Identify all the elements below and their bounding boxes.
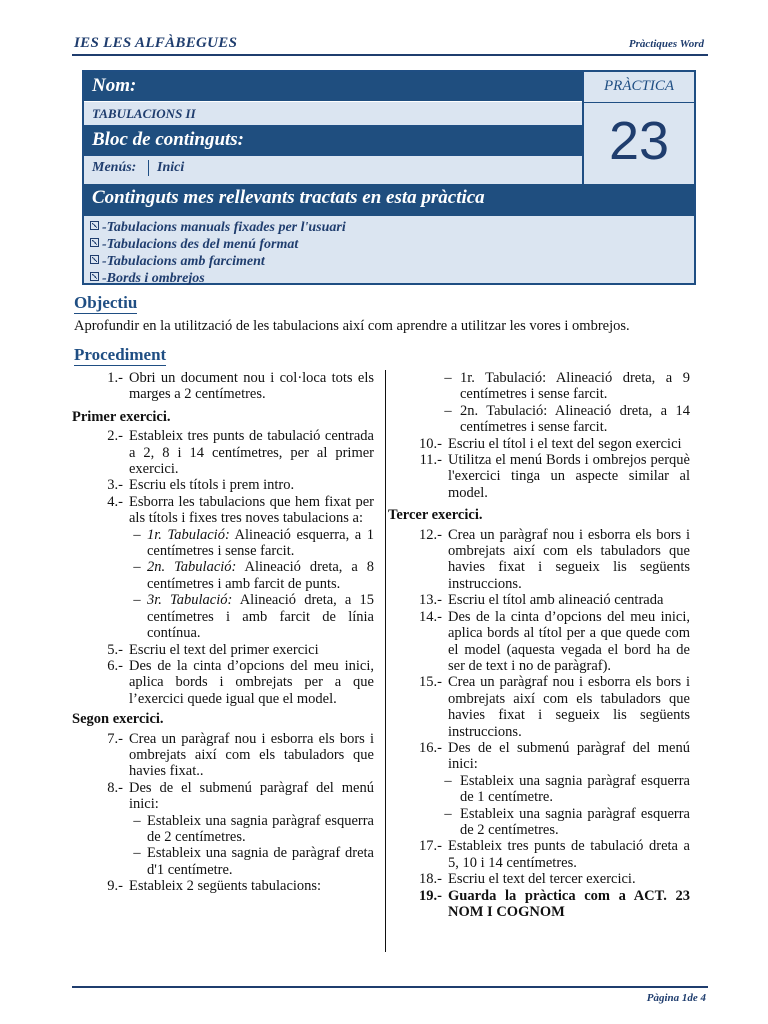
step-18: 18.- Escriu el text del tercer exercici. [419,871,636,888]
practice-number-panel [582,72,694,184]
practice-subtitle: TABULACIONS II [84,102,584,126]
step-4-tab-1: – 1r. Tabulació: Alineació esquerra, a 1 centímetres i sense farcit. [133,526,375,560]
step-1: 1.- Obri un document nou i col·loca tots els marges a 2 centímetres. [107,370,374,403]
step-12: 12.- Crea un paràgraf nou i esborra els bors i ombrejats així com els tabuladors que havies fixat i segueix lis següents instruccions. [419,526,690,592]
contents-title: Continguts mes rellevants tractats en esta pràctica [84,184,694,216]
procedure-left-column [74,370,374,895]
checkbox-icon [90,272,99,281]
exercise-2-heading: Segon exercici. [72,711,164,728]
checkbox-icon [90,221,99,230]
practice-info-box [82,70,696,285]
step-8: 8.- Des de el submenú paràgraf del menú inici: [107,779,374,813]
objective-text: Aprofundir en la utilització de les tabulacions així com aprendre a utilitzar les vores i ombrejos. [74,318,630,334]
content-block-label: Bloc de continguts: [84,126,584,155]
course-name: Pràctiques Word [628,38,704,50]
step-9: 9.- Estableix 2 següents tabulacions: [107,878,322,895]
procedure-heading: Procediment [74,345,167,364]
step-11: 11.- Utilitza el menú Bords i ombrejos perquè l'exercici tinga un aspecte similar al model. [419,452,690,501]
objective-heading: Objectiu [74,293,138,312]
practice-number: 23 [608,111,670,171]
menus-label: Menús: [92,160,149,176]
step-4: 4.- Esborra les tabulacions que hem fixat per als títols i fixes tres noves tabulacions a: [107,493,374,527]
practice-label: PRÀCTICA [604,78,674,94]
procedure-right-column [390,370,690,920]
practice-divider [584,102,694,103]
school-name: IES LES ALFÀBEGUES [74,35,238,51]
list-item: -Tabulacions des del menú format [90,236,346,253]
exercise-1-heading: Primer exercici. [72,408,171,425]
header-rule [72,54,708,56]
step-4-tab-2: – 2n. Tabulació: Alineació dreta, a 8 centímetres i amb farcit de punts. [133,559,374,592]
step-2: 2.- Estableix tres punts de tabulació centrada a 2, 8 i 14 centímetres, per al primer exercici. [107,428,374,478]
checkbox-icon [90,255,99,264]
menus-value: Inici [157,160,185,175]
step-16: 16.- Des de el submenú paràgraf del menú inici: [419,739,690,773]
list-item: -Tabulacions manuals fixades per l'usuari [90,219,346,236]
column-divider [385,370,386,952]
step-14: 14.- Des de la cinta d’opcions del meu inici, aplica bords al títol per a que quede com el model (aquesta vegada el bord ha de ser de text i no de paràgraf). [419,608,690,674]
step-15: 15.- Crea un paràgraf nou i esborra els bors i ombrejats així com els tabuladors que havies fixat i segueix lis següents instruccions. [419,674,690,740]
name-row: Nom: [84,72,584,102]
step-17: 17.- Estableix tres punts de tabulació dreta a 5, 10 i 14 centímetres. [419,838,690,871]
footer-rule [72,986,708,988]
step-7: 7.- Crea un paràgraf nou i esborra els bors i ombrejats així com els tabuladors que havies fixat.. [107,730,374,780]
checkbox-icon [90,238,99,247]
step-13: 13.- Escriu el títol amb alineació centrada [419,592,664,609]
step-4-tab-3: – 3r. Tabulació: Alineació dreta, a 15 centímetres i amb farcit de línia contínua. [133,592,375,642]
step-3: 3.- Escriu els títols i prem intro. [107,477,295,494]
step-16-indent-1: – Estableix una sagnia paràgraf esquerra de 1 centímetre. [444,772,690,806]
step-19: 19.- Guarda la pràctica com a ACT. 23 NOM I COGNOM [419,887,690,920]
page-number: Pàgina 1de 4 [646,992,706,1004]
menus-row [84,155,584,182]
step-9-tab-2: – 2n. Tabulació: Alineació dreta, a 14 centímetres i sense farcit. [444,402,690,436]
step-16-indent-2: – Estableix una sagnia paràgraf esquerra de 2 centímetres. [444,805,690,838]
step-6: 6.- Des de la cinta d’opcions del meu inici, aplica bords i ombrejats per a que l’exercici quede igual que el model. [107,657,374,707]
list-item: -Bords i ombrejos [90,270,346,287]
exercise-3-heading: Tercer exercici. [388,507,483,524]
step-5: 5.- Escriu el text del primer exercici [107,641,319,658]
contents-list [90,219,346,287]
step-8-indent-1: – Estableix una sagnia paràgraf esquerra de 2 centímetres. [133,812,374,845]
step-9-tab-1: – 1r. Tabulació: Alineació dreta, a 9 centímetres i sense farcit. [444,370,690,403]
list-item: -Tabulacions amb farciment [90,253,346,270]
step-10: 10.- Escriu el títol i el text del segon exercici [419,435,682,452]
step-8-indent-2: – Estableix una sagnia de paràgraf dreta d'1 centímetre. [133,845,374,878]
